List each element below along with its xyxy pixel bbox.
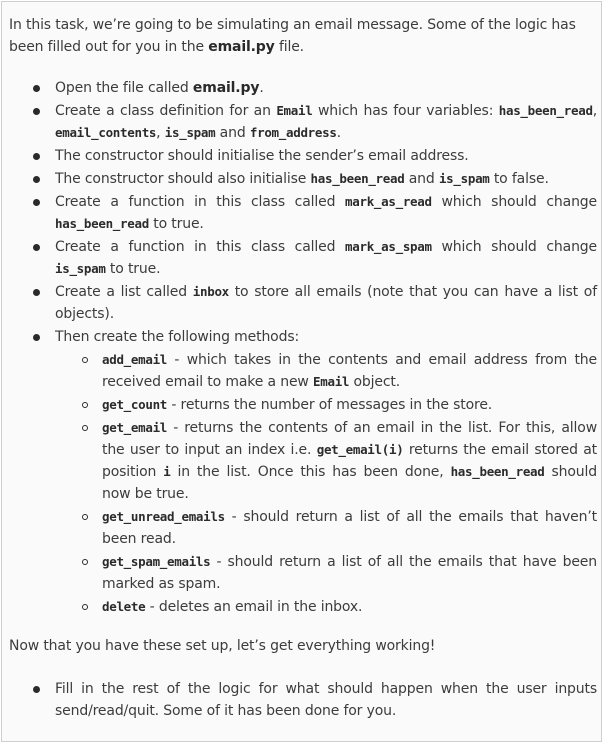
final-steps-list xyxy=(9,678,597,722)
list-item: The constructor should also initialise has_been_read and is_spam to false. xyxy=(9,168,597,190)
method-name: add_email xyxy=(102,352,168,367)
method-item: delete - deletes an email in the inbox. xyxy=(55,596,597,618)
code-term: from_address xyxy=(249,125,337,140)
code-term: Email xyxy=(313,374,350,389)
code-term: mark_as_read xyxy=(345,194,432,209)
list-item: Then create the following methods: add_email - which takes in the contents and email address from the received email to make a new Email object. get_count - returns the number of messages in the store. get_email - returns the contents of an email in the list. For this, allow the user to input an index i.e. get_email(i) returns the email stored at position i in the list. Once this has been done, has_been_read should now be true. get_unread_emails - should return a list of all the emails that haven’t been read. get_spam_emails - should return a list of all the emails that have been marked as spam. delete - deletes an email in the inbox. xyxy=(9,326,597,618)
code-term: is_spam xyxy=(438,171,490,186)
task-steps-list xyxy=(9,77,597,618)
intro-filename: email.py xyxy=(208,39,275,55)
method-name: get_email xyxy=(102,420,168,435)
method-item: get_spam_emails - should return a list of all the emails that have been marked as spam. xyxy=(55,551,597,595)
code-term: is_spam xyxy=(55,261,106,276)
method-name: delete xyxy=(102,599,146,614)
outro-paragraph: Now that you have these set up, let’s get everything working! xyxy=(9,638,436,654)
method-item: add_email - which takes in the contents and email address from the received email to make a new Email object. xyxy=(55,349,597,393)
method-item: get_count - returns the number of messages in the store. xyxy=(55,394,597,416)
task-content xyxy=(9,14,597,723)
list-item: Create a function in this class called mark_as_read which should change has_been_read to true. xyxy=(9,191,597,235)
code-term: has_been_read xyxy=(498,103,593,118)
list-item: Create a function in this class called mark_as_spam which should change is_spam to true. xyxy=(9,236,597,280)
method-name: get_unread_emails xyxy=(102,509,225,524)
code-term: Email xyxy=(276,103,313,118)
list-item: The constructor should initialise the sender’s email address. xyxy=(9,145,597,167)
list-item: Open the file called email.py. xyxy=(9,77,597,99)
method-item: get_email - returns the contents of an email in the list. For this, allow the user to input an index i.e. get_email(i) returns the email stored at position i in the list. Once this has been done, has_been_read should now be true. xyxy=(55,417,597,505)
intro-text: In this task, we’re going to be simulating an email message. Some of the logic has been filled out for you in the xyxy=(9,17,576,55)
code-term: has_been_read xyxy=(55,216,149,231)
task-panel xyxy=(1,1,602,742)
method-name: get_spam_emails xyxy=(102,554,211,569)
intro-text-end: file. xyxy=(274,39,304,55)
intro-paragraph xyxy=(9,14,597,58)
code-term: inbox xyxy=(192,284,229,299)
filename-bold: email.py xyxy=(192,80,260,96)
code-term: mark_as_spam xyxy=(345,239,432,254)
code-term: is_spam xyxy=(164,125,216,140)
list-item: Fill in the rest of the logic for what should happen when the user inputs send/read/quit. Some of it has been done for you. xyxy=(9,678,597,722)
list-item: Create a class definition for an Email which has four variables: has_been_read, email_contents, is_spam and from_address. xyxy=(9,100,597,144)
method-name: get_count xyxy=(102,397,168,412)
method-item: get_unread_emails - should return a list of all the emails that haven’t been read. xyxy=(55,506,597,550)
code-term: has_been_read xyxy=(450,464,545,479)
methods-list xyxy=(55,349,597,618)
code-term: has_been_read xyxy=(310,171,405,186)
list-item: Create a list called inbox to store all emails (note that you can have a list of objects). xyxy=(9,281,597,325)
code-term: i xyxy=(163,464,171,479)
code-term: email_contents xyxy=(55,125,157,140)
code-term: get_email(i) xyxy=(316,442,404,457)
